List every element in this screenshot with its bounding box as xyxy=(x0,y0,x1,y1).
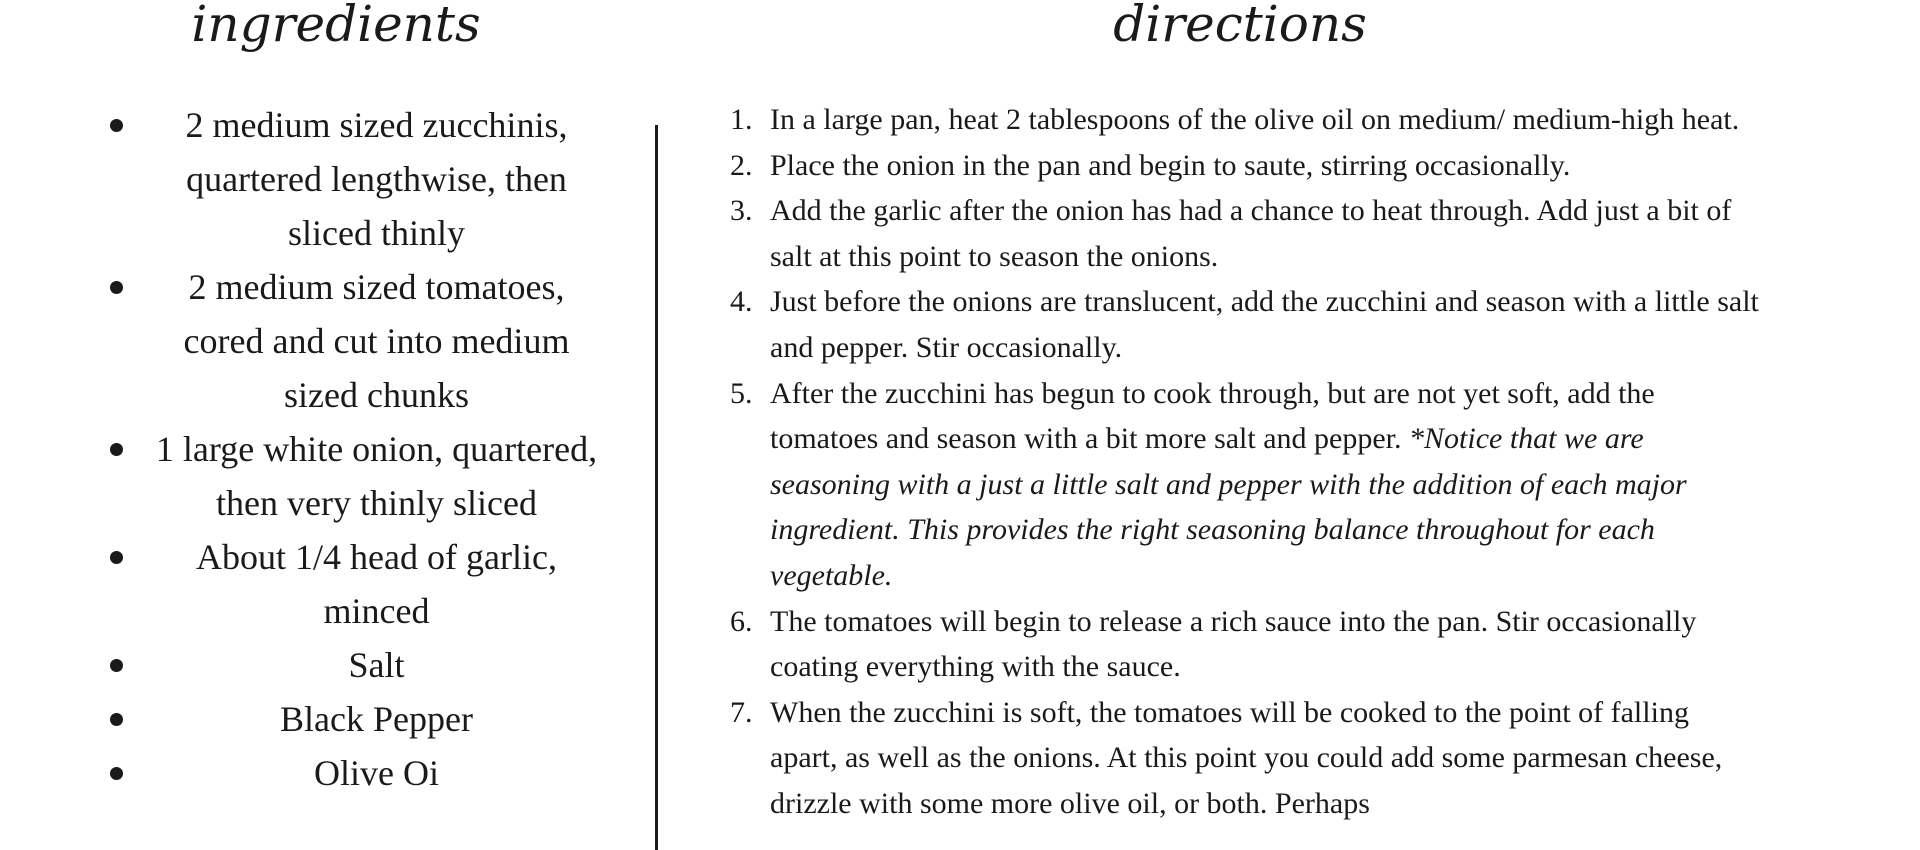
ingredients-heading: ingredients xyxy=(191,0,481,53)
step-text: After the zucchini has begun to cook through, but are not yet soft, add the tomatoes and season with a bit more salt and pepper. xyxy=(770,376,1655,456)
direction-step xyxy=(730,188,1760,279)
step-text: When the zucchini is soft, the tomatoes will be cooked to the point of falling apart, as well as the onions. At this point you could add some parmesan cheese, drizzle with some more olive oil, or both. Perhaps xyxy=(770,695,1723,820)
direction-step xyxy=(730,690,1760,827)
direction-step xyxy=(730,279,1760,370)
ingredient-text: 1 large white onion, quartered, then very thinly sliced xyxy=(155,429,598,523)
step-number: 6. xyxy=(730,604,753,638)
column-divider xyxy=(655,125,658,850)
step-number: 3. xyxy=(730,194,753,228)
ingredient-text: Black Pepper xyxy=(280,699,473,739)
ingredient-text: About 1/4 head of garlic, minced xyxy=(196,537,557,631)
ingredient-item xyxy=(100,692,600,746)
step-text: Add the garlic after the onion has had a chance to heat through. Add just a bit of salt at this point to season the onions. xyxy=(770,194,1732,273)
ingredient-item xyxy=(100,98,600,260)
direction-step xyxy=(730,143,1760,189)
direction-step xyxy=(730,371,1760,599)
step-number: 7. xyxy=(730,695,753,729)
ingredient-item xyxy=(100,260,600,422)
step-text: In a large pan, heat 2 tablespoons of the olive oil on medium/ medium-high heat. xyxy=(770,103,1740,136)
direction-step xyxy=(730,97,1760,143)
step-number: 5. xyxy=(730,376,753,410)
directions-heading: directions xyxy=(1113,0,1367,53)
seasoning-note: *Notice that we are seasoning with a just a little salt and pepper with the addition of each major ingredient. This provides the right seasoning balance throughout for each vegetable. xyxy=(770,422,1687,592)
ingredient-text: 2 medium sized zucchinis, quartered lengthwise, then sliced thinly xyxy=(185,105,568,253)
step-number: 4. xyxy=(730,285,753,319)
step-text: Place the onion in the pan and begin to saute, stirring occasionally. xyxy=(770,148,1571,182)
ingredients-list xyxy=(100,98,600,800)
directions-list xyxy=(730,97,1760,827)
step-number: 1. xyxy=(730,103,753,136)
step-text: Just before the onions are translucent, add the zucchini and season with a little salt and pepper. Stir occasionally. xyxy=(770,285,1759,364)
bullet-icon xyxy=(110,281,123,294)
bullet-icon xyxy=(110,443,123,456)
ingredient-item xyxy=(100,530,600,638)
bullet-icon xyxy=(110,659,123,672)
ingredient-item xyxy=(100,638,600,692)
bullet-icon xyxy=(110,767,123,780)
bullet-icon xyxy=(110,713,123,726)
direction-step xyxy=(730,599,1760,690)
bullet-icon xyxy=(110,119,123,132)
ingredient-item xyxy=(100,746,600,800)
ingredient-text: Olive Oi xyxy=(314,753,439,793)
bullet-icon xyxy=(110,551,123,564)
ingredient-text: 2 medium sized tomatoes, cored and cut into medium sized chunks xyxy=(183,267,570,415)
step-number: 2. xyxy=(730,148,753,182)
ingredient-text: Salt xyxy=(348,645,405,685)
step-text: The tomatoes will begin to release a rich sauce into the pan. Stir occasionally coating everything with the sauce. xyxy=(770,604,1697,684)
ingredient-item xyxy=(100,422,600,530)
